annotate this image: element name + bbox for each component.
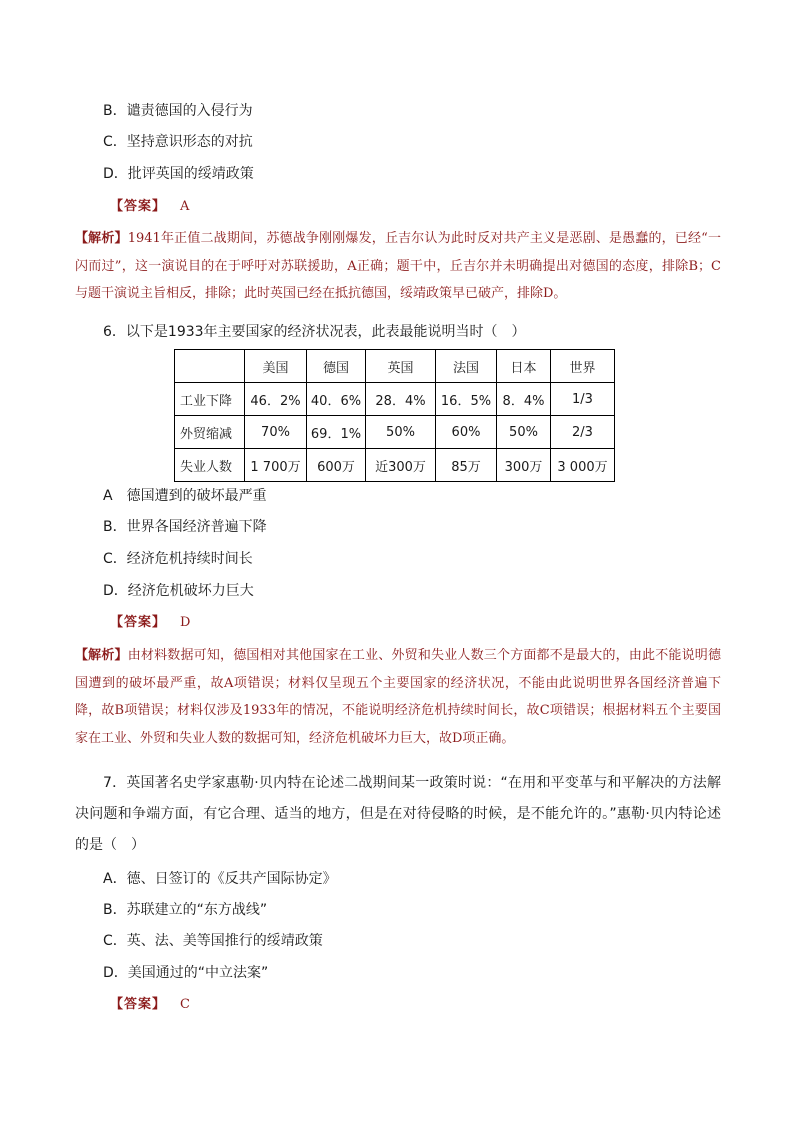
economy-table [174, 349, 615, 482]
table-cell: 3 000万 [551, 449, 615, 482]
table-cell: 16．5% [436, 383, 497, 416]
table-cell: 46．2% [245, 383, 307, 416]
q6-option-d: D．经济危机破坏力巨大 [103, 583, 254, 599]
q6-option-b: B．世界各国经济普遍下降 [103, 519, 267, 535]
table-cell: 50% [366, 416, 436, 449]
explanation-label: 【解析】 [75, 231, 128, 246]
table-cell: 2/3 [551, 416, 615, 449]
q5-option-c: C．坚持意识形态的对抗 [103, 134, 253, 150]
table-cell: 300万 [497, 449, 551, 482]
table-cell: 近300万 [366, 449, 436, 482]
q7-stem: 7．英国著名史学家惠勒·贝内特在论述二战期间某一政策时说：“在用和平变革与和平解决的方法解决问题和争端方面，有它合理、适当的地方，但是在对待侵略的时候，是不能允许的。”惠勒·贝内特论述的是（ ） [75, 775, 721, 853]
table-cell: 600万 [307, 449, 366, 482]
q7-option-b: B．苏联建立的“东方战线” [103, 902, 268, 918]
answer-label: 【答案】 [110, 199, 167, 214]
table-header-cell: 法国 [436, 350, 497, 383]
q7-answer [110, 995, 190, 1015]
table-cell: 70% [245, 416, 307, 449]
q5-answer [110, 197, 189, 217]
table-header-cell: 美国 [245, 350, 307, 383]
table-cell: 60% [436, 416, 497, 449]
table-row [175, 449, 615, 482]
q6-explanation [75, 642, 721, 752]
table-row [175, 416, 615, 449]
explanation-label: 【解析】 [75, 648, 128, 663]
table-row-header: 失业人数 [175, 449, 245, 482]
explanation-text: 1941年正值二战期间，苏德战争刚刚爆发，丘吉尔认为此时反对共产主义是恶剧、是愚蠢的，已经“一闪而过”，这一演说目的在于呼吁对苏联援助，A正确；题干中，丘吉尔并未明确提出对德国的态度，排除B；C与题干演说主旨相反，排除；此时英国已经在抵抗德国，绥靖政策早已破产，排除D。 [75, 231, 721, 301]
table-row-header: 外贸缩减 [175, 416, 245, 449]
table-cell: 28．4% [366, 383, 436, 416]
table-cell: 69．1% [307, 416, 366, 449]
table-cell: 8．4% [497, 383, 551, 416]
table-header-cell [175, 350, 245, 383]
table-header-cell: 德国 [307, 350, 366, 383]
answer-value: C [180, 997, 190, 1012]
q7-option-a: A．德、日签订的《反共产国际协定》 [103, 871, 337, 887]
answer-label: 【答案】 [110, 615, 167, 630]
q5-option-b: B．谴责德国的入侵行为 [103, 103, 253, 119]
q6-answer [110, 613, 190, 633]
q6-stem: 6．以下是1933年主要国家的经济状况表，此表最能说明当时（ ） [103, 324, 526, 340]
q5-explanation [75, 225, 721, 308]
q7-option-c: C．英、法、美等国推行的绥靖政策 [103, 933, 323, 949]
q5-option-d: D．批评英国的绥靖政策 [103, 166, 254, 182]
answer-value: A [180, 199, 190, 214]
table-header-cell: 世界 [551, 350, 615, 383]
q7-option-d: D．美国通过的“中立法案” [103, 965, 269, 981]
table-cell: 1 700万 [245, 449, 307, 482]
q6-option-c: C．经济危机持续时间长 [103, 551, 253, 567]
table-header-cell: 英国 [366, 350, 436, 383]
table-row [175, 383, 615, 416]
table-header-row [175, 350, 615, 383]
table-row-header: 工业下降 [175, 383, 245, 416]
table-cell: 1/3 [551, 383, 615, 416]
explanation-text: 由材料数据可知，德国相对其他国家在工业、外贸和失业人数三个方面都不是最大的，由此不能说明德国遭到的破坏最严重，故A项错误；材料仅呈现五个主要国家的经济状况，不能由此说明世界各国经济普遍下降，故B项错误；材料仅涉及1933年的情况，不能说明经济危机持续时间长，故C项错误；根据材料五个主要国家在工业、外贸和失业人数的数据可知，经济危机破坏力巨大，故D项正确。 [75, 648, 721, 746]
table-cell: 85万 [436, 449, 497, 482]
answer-label: 【答案】 [110, 997, 167, 1012]
answer-value: D [180, 615, 191, 630]
q6-option-a: A 德国遭到的破坏最严重 [103, 488, 267, 504]
table-header-cell: 日本 [497, 350, 551, 383]
table-cell: 50% [497, 416, 551, 449]
table-cell: 40．6% [307, 383, 366, 416]
